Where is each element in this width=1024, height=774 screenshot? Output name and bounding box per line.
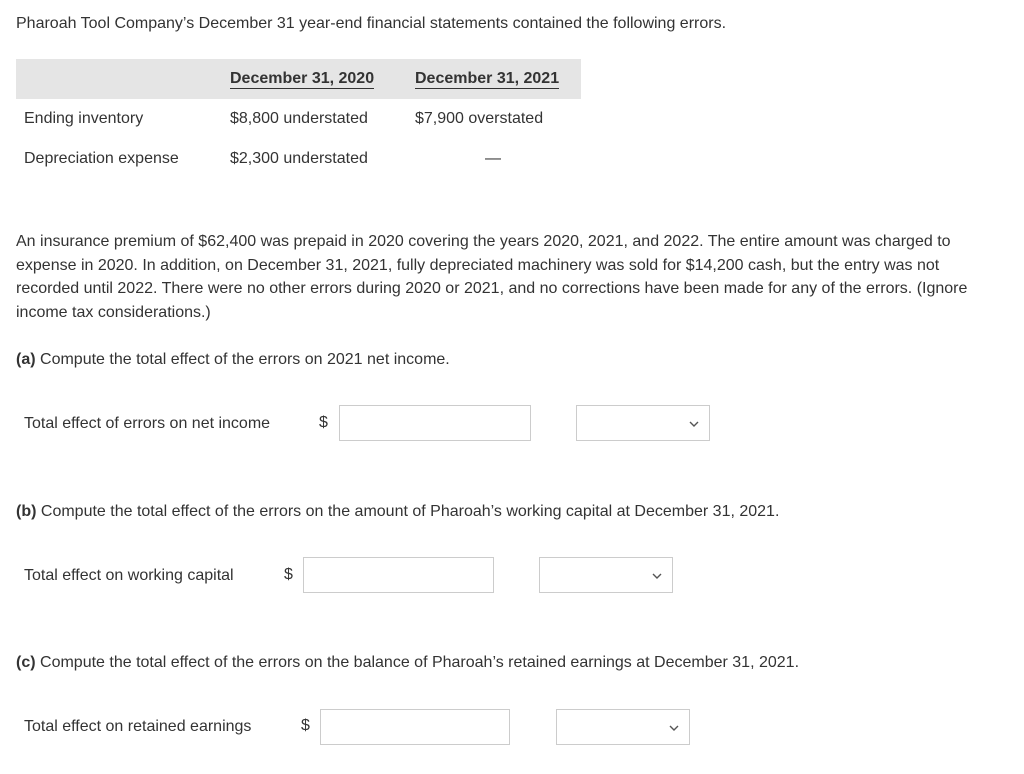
- header-dec-2021: December 31, 2021: [415, 70, 560, 87]
- table-row: [16, 139, 581, 179]
- working-capital-label: Total effect on working capital: [24, 567, 234, 584]
- dollar-sign: $: [319, 414, 328, 431]
- question-c: (c) Compute the total effect of the errors on the balance of Pharoah’s retained earnings at December 31, 2021.: [16, 654, 800, 671]
- intro-text: Pharoah Tool Company’s December 31 year-end financial statements contained the following errors.: [16, 15, 727, 32]
- row-label: Depreciation expense: [24, 150, 179, 167]
- dollar-sign: $: [301, 717, 310, 734]
- question-b: (b) Compute the total effect of the errors on the amount of Pharoah’s working capital at December 31, 2021.: [16, 503, 780, 520]
- net-income-amount-input[interactable]: [339, 405, 531, 441]
- chevron-down-icon: [669, 723, 679, 733]
- header-blank: [16, 59, 230, 99]
- working-capital-amount-input[interactable]: [303, 557, 494, 593]
- net-income-effect-select[interactable]: [576, 405, 710, 441]
- row-2020-value: $2,300 understated: [230, 150, 368, 167]
- errors-table: [16, 59, 581, 179]
- chevron-down-icon: [652, 571, 662, 581]
- net-income-label: Total effect of errors on net income: [24, 415, 271, 432]
- retained-earnings-amount-input[interactable]: [320, 709, 510, 745]
- row-2021-value: $7,900 overstated: [415, 110, 544, 127]
- chevron-down-icon: [689, 419, 699, 429]
- problem-paragraph: An insurance premium of $62,400 was prepaid in 2020 covering the years 2020, 2021, and 2022. The entire amount was charged to expense in 2020. In addition, on December 31, 2021, fully depreciated machinery was sold for $14,200 cash, but the entry was not recorded until 2022. There were no other errors during 2020 or 2021, and no corrections have been made for any of the errors. (Ignore income tax considerations.): [16, 233, 968, 321]
- header-dec-2020: December 31, 2020: [230, 70, 375, 87]
- table-row: [16, 99, 581, 139]
- row-label: Ending inventory: [24, 110, 144, 127]
- retained-earnings-effect-select[interactable]: [556, 709, 690, 745]
- row-2021-value: —: [485, 150, 501, 167]
- question-a: (a) Compute the total effect of the errors on 2021 net income.: [16, 351, 450, 368]
- table-header-row: [16, 59, 581, 99]
- retained-earnings-label: Total effect on retained earnings: [24, 718, 252, 735]
- working-capital-effect-select[interactable]: [539, 557, 673, 593]
- row-2020-value: $8,800 understated: [230, 110, 368, 127]
- dollar-sign: $: [284, 566, 293, 583]
